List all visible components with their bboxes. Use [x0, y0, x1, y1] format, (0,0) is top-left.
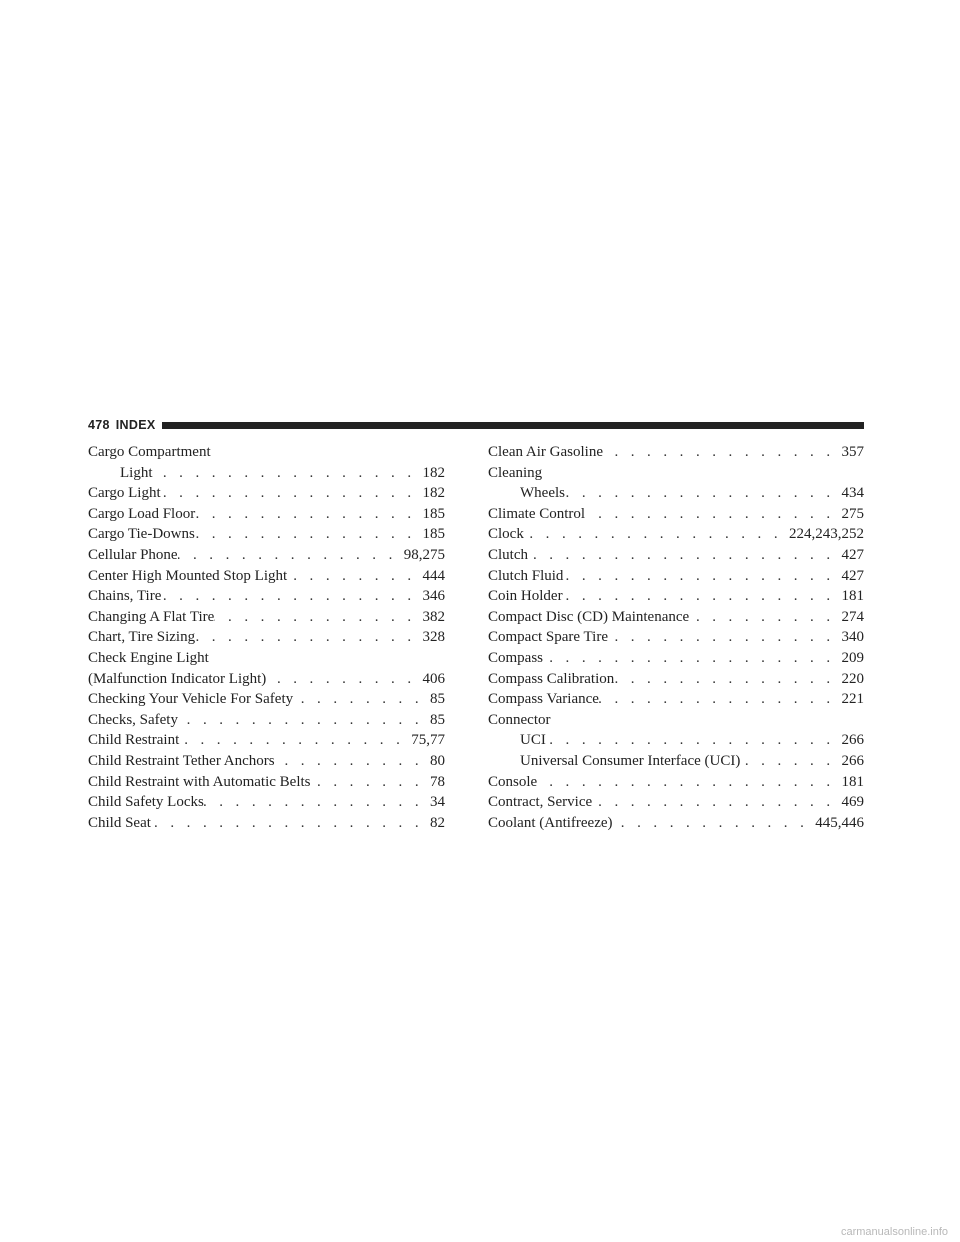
index-term: Clutch Fluid — [488, 567, 564, 584]
index-term: Clean Air Gasoline — [488, 444, 603, 460]
index-page-numbers: 434 — [841, 485, 864, 502]
index-term: Child Seat — [88, 814, 151, 831]
index-page-numbers: 34 — [430, 794, 445, 811]
index-entry — [488, 566, 864, 587]
index-entry — [488, 627, 864, 648]
dot-leader — [563, 586, 842, 607]
index-entry — [88, 463, 445, 484]
index-page-numbers: 182 — [422, 464, 445, 481]
index-entry — [88, 545, 445, 566]
index-term: Climate Control — [488, 505, 586, 522]
index-entry — [488, 710, 864, 731]
page-number: 478 — [88, 418, 110, 432]
index-term: Console — [488, 773, 538, 790]
index-page-numbers: 275 — [841, 505, 864, 522]
index-term: Check Engine Light — [88, 649, 209, 666]
index-term: Checks, Safety — [88, 711, 178, 728]
index-page-numbers: 80 — [430, 752, 445, 769]
index-term: Cargo Tie-Downs — [88, 526, 195, 543]
index-page-numbers: 75,77 — [411, 732, 445, 749]
index-page-numbers: 85 — [430, 711, 445, 728]
index-term: Cleaning — [488, 464, 543, 481]
index-page-numbers: 220 — [841, 670, 864, 687]
index-term: Universal Consumer Interface (UCI) — [520, 752, 741, 769]
index-term: UCI — [520, 732, 546, 749]
index-term: Coin Holder — [488, 588, 563, 605]
index-term: Changing A Flat Tire — [88, 608, 215, 625]
dot-leader — [689, 607, 841, 628]
dot-leader — [153, 463, 423, 484]
index-term: Compass Variance — [488, 691, 599, 708]
index-entry — [88, 751, 445, 772]
index-term: Child Restraint Tether Anchors — [88, 752, 275, 769]
index-term: Coolant (Antifreeze) — [488, 814, 613, 831]
dot-leader — [195, 627, 422, 648]
index-page-numbers: 406 — [422, 670, 445, 687]
index-term: Child Restraint — [88, 732, 180, 749]
index-page-numbers: 224,243,252 — [789, 526, 864, 543]
index-entry — [488, 483, 864, 504]
index-term: (Malfunction Indicator Light) — [88, 670, 267, 687]
index-entry — [88, 792, 445, 813]
index-term: Light — [120, 464, 153, 481]
dot-leader — [565, 483, 842, 504]
index-page-numbers: 98,275 — [403, 546, 445, 563]
dot-leader — [563, 566, 841, 587]
index-page-numbers: 266 — [841, 752, 864, 769]
dot-leader — [585, 504, 841, 525]
index-entry — [88, 586, 445, 607]
dot-leader — [528, 545, 842, 566]
index-page-numbers: 328 — [422, 629, 445, 646]
index-page-numbers: 82 — [430, 814, 445, 831]
dot-leader — [195, 504, 422, 525]
index-entry — [88, 730, 445, 751]
index-page-numbers: 182 — [422, 485, 445, 502]
index-term: Compact Spare Tire — [488, 629, 608, 646]
dot-leader — [161, 483, 423, 504]
index-entry — [88, 772, 445, 793]
page-header — [88, 418, 864, 432]
index-page-numbers: 266 — [841, 732, 864, 749]
index-term: Compass Calibration — [488, 670, 615, 687]
dot-leader — [311, 772, 431, 793]
index-entry — [88, 524, 445, 545]
dot-leader — [608, 627, 842, 648]
index-column-left — [88, 442, 445, 833]
index-entry — [488, 772, 864, 793]
dot-leader — [204, 792, 430, 813]
index-term: Compact Disc (CD) Maintenance — [488, 608, 690, 625]
index-entry — [488, 463, 864, 484]
dot-leader — [275, 751, 430, 772]
watermark: carmanualsonline.info — [840, 1226, 948, 1238]
index-entry — [488, 545, 864, 566]
index-page-numbers: 181 — [841, 588, 864, 605]
dot-leader — [266, 669, 422, 690]
index-term: Cellular Phone — [88, 546, 178, 563]
dot-leader — [599, 689, 842, 710]
index-page-numbers: 427 — [841, 567, 864, 584]
index-entry — [488, 730, 864, 751]
index-page-numbers: 274 — [841, 608, 864, 625]
index-term: Checking Your Vehicle For Safety — [88, 691, 294, 708]
index-entry — [88, 813, 445, 834]
index-entry — [488, 607, 864, 628]
index-column-right — [488, 442, 864, 833]
index-term: Clutch — [488, 546, 528, 563]
index-entry — [88, 566, 445, 587]
index-term: Cargo Compartment — [88, 444, 211, 460]
index-page-numbers: 221 — [841, 691, 864, 708]
index-entry — [88, 504, 445, 525]
index-entry — [88, 689, 445, 710]
index-entry — [88, 648, 445, 669]
dot-leader — [613, 813, 816, 834]
dot-leader — [161, 586, 422, 607]
index-page-numbers: 340 — [841, 629, 864, 646]
dot-leader — [214, 607, 422, 628]
index-page-numbers: 209 — [841, 649, 864, 666]
index-entry — [88, 607, 445, 628]
dot-leader — [603, 442, 842, 463]
index-entry — [488, 648, 864, 669]
index-entry — [88, 483, 445, 504]
index-term: Center High Mounted Stop Light — [88, 567, 288, 584]
dot-leader — [151, 813, 430, 834]
index-entry — [88, 669, 445, 690]
section-title: INDEX — [115, 418, 156, 432]
index-term: Chart, Tire Sizing — [88, 629, 196, 646]
index-entry — [488, 504, 864, 525]
index-page-numbers: 185 — [422, 505, 445, 522]
index-entry — [488, 813, 864, 834]
dot-leader — [614, 669, 841, 690]
index-term: Chains, Tire — [88, 588, 162, 605]
index-entry — [488, 524, 864, 545]
index-entry — [88, 627, 445, 648]
index-page-numbers: 85 — [430, 691, 445, 708]
index-entry — [488, 669, 864, 690]
index-page-numbers: 444 — [422, 567, 445, 584]
index-page-numbers: 469 — [841, 794, 864, 811]
index-page-numbers: 185 — [422, 526, 445, 543]
index-page-numbers: 445,446 — [815, 814, 864, 831]
index-term: Child Safety Locks — [88, 794, 204, 811]
index-page-numbers: 78 — [430, 773, 445, 790]
index-entry — [488, 442, 864, 463]
dot-leader — [287, 566, 422, 587]
dot-leader — [592, 792, 841, 813]
header-rule — [162, 422, 864, 429]
dot-leader — [293, 689, 430, 710]
index-page-numbers: 427 — [841, 546, 864, 563]
index-page-numbers: 181 — [841, 773, 864, 790]
index-entry — [488, 689, 864, 710]
index-page-numbers: 382 — [422, 608, 445, 625]
dot-leader — [179, 730, 411, 751]
index-term: Cargo Light — [88, 485, 161, 502]
index-term: Cargo Load Floor — [88, 505, 196, 522]
dot-leader — [740, 751, 841, 772]
index-entry — [88, 442, 445, 463]
index-entry — [488, 586, 864, 607]
index-entry — [88, 710, 445, 731]
dot-leader — [178, 545, 404, 566]
index-term: Connector — [488, 711, 551, 728]
index-term: Contract, Service — [488, 794, 593, 811]
dot-leader — [195, 524, 423, 545]
index-term: Wheels — [520, 485, 565, 502]
index-term: Child Restraint with Automatic Belts — [88, 773, 311, 790]
index-term: Clock — [488, 526, 524, 543]
dot-leader — [537, 772, 841, 793]
index-page-numbers: 357 — [841, 444, 864, 460]
index-term: Compass — [488, 649, 544, 666]
index-entry — [488, 751, 864, 772]
dot-leader — [543, 648, 841, 669]
dot-leader — [178, 710, 430, 731]
dot-leader — [524, 524, 789, 545]
dot-leader — [546, 730, 842, 751]
index-page-numbers: 346 — [422, 588, 445, 605]
index-entry — [488, 792, 864, 813]
